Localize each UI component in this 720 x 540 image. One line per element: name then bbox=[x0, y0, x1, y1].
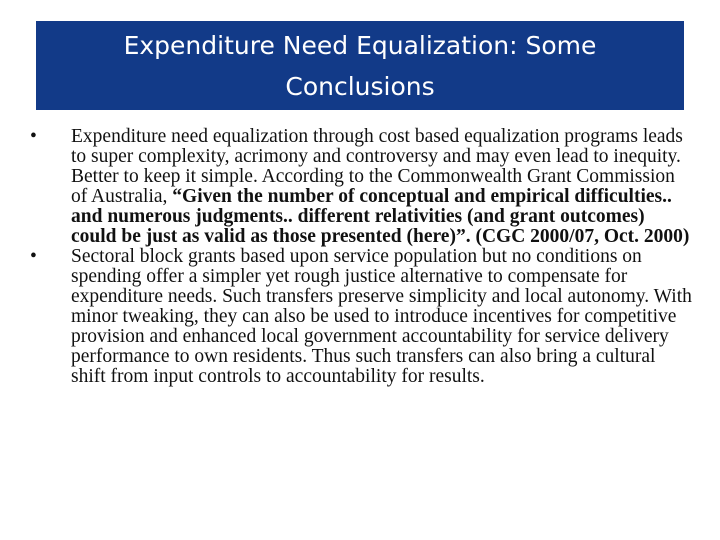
bullet-marker: • bbox=[30, 126, 37, 147]
slide-title: Expenditure Need Equalization: Some Conclusions bbox=[123, 30, 597, 101]
bullet-marker: • bbox=[30, 246, 37, 267]
bullet-item-1 bbox=[30, 127, 694, 247]
bullet-item-2 bbox=[30, 247, 694, 387]
title-banner bbox=[36, 21, 684, 110]
bullet-2-text: Sectoral block grants based upon service population but no conditions on spending offer a simpler yet rough justice alternative to compensate for expenditure needs. Such transfers preserve simplicity and local autonomy. With minor tweaking, they can also be used to introduce incentives for competitive provision and enhanced local government accountability for service delivery performance to own residents. Thus such transfers can also bring a cultural shift from input controls to accountability for results. bbox=[71, 246, 692, 387]
bullet-1-text: Expenditure need equalization through cost based equalization programs leads to super complexity, acrimony and controversy and may even lead to inequity. Better to keep it simple. According to the Commonwealth Grant Commission of Australia, bbox=[71, 126, 683, 207]
bullet-1-quote: “Given the number of conceptual and empirical difficulties.. and numerous judgments.. different relativities (and grant outcomes) could be just as valid as those presented (here)”. (CGC 2000/07, Oct. 2000) bbox=[71, 186, 690, 247]
bullet-list bbox=[30, 127, 694, 387]
